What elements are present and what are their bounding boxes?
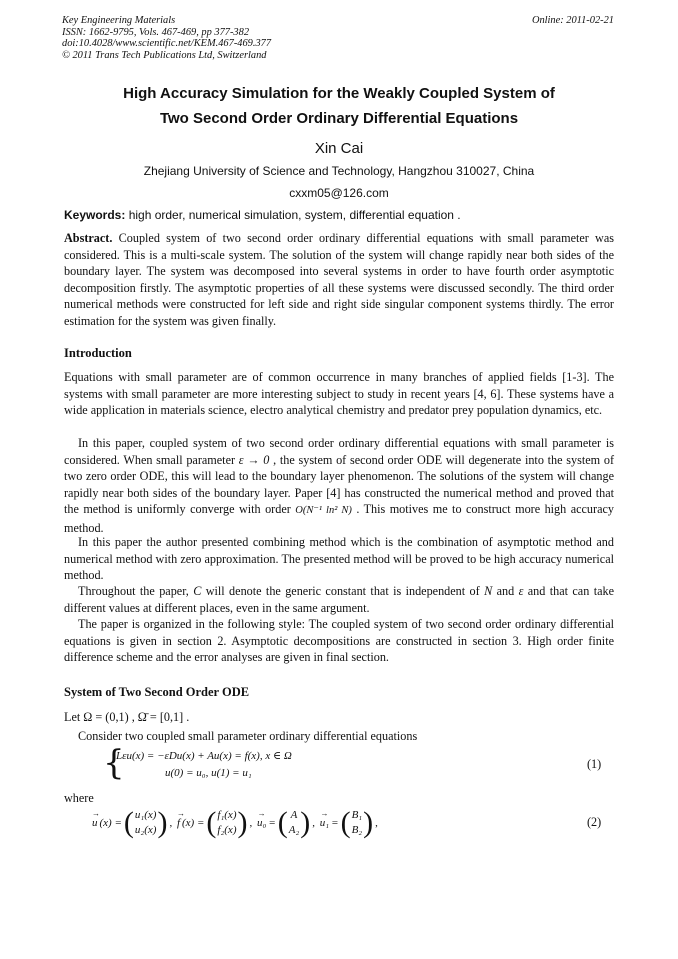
vector-u1-symbol: → u₁ [320, 817, 329, 829]
abstract-text: Coupled system of two second order ordinary differential equations with small parameter was considered. This is a multi-scale system. The solution of the system will change rapidly near both sides of the boundary layer. The system was decomposed into several systems in order to have fourth order asymptotic decomposition firstly. The asymptotic properties of all these systems were discussed secondly. The third order numerical methods were constructed for left side and right side singular component systems thirdly. The error estimation for the system was given finally. [64, 231, 614, 328]
abstract-label: Abstract. [64, 231, 113, 245]
intro-p2-text-a: In this paper, coupled system of two second order ordinary differential equations with small parameter is considered. When small parameter [64, 436, 614, 467]
u1-top: B₁ [351, 809, 363, 821]
journal-name: Key Engineering Materials [62, 15, 176, 26]
intro-paragraph-2 [64, 435, 614, 537]
u1-bottom: B₂ [351, 824, 363, 836]
vector-f-symbol: → f [177, 817, 180, 829]
paper-title [64, 81, 614, 131]
u0-bottom: A₂ [288, 824, 300, 836]
intro-paragraph-1: Equations with small parameter are of common occurrence in many branches of applied fields [1-3]. The systems with small parameter are more interesting subject to study in recent years [4, 6]. These systems have a wide application in materials science, electro analytical chemistry and predator prey population dynamics, etc. [64, 370, 614, 418]
intro-p4-text-b: will denote the generic constant that is independent of [201, 584, 485, 598]
abstract [64, 230, 614, 330]
epsilon-math: ε [518, 584, 524, 598]
consider-statement: Consider two coupled small parameter ordinary differential equations [78, 729, 418, 743]
f-bottom: f₂(x) [217, 824, 237, 836]
intro-p4-text-a: Throughout the paper, [78, 584, 194, 598]
issn-line: ISSN: 1662-9795, Vols. 467-469, pp 377-382 [62, 26, 250, 38]
journal-header [62, 15, 271, 61]
equation-1-line-1: Lεu(x) = −εDu(x) + Au(x) = f(x), x ∈ Ω [116, 750, 292, 762]
intro-p4-text-d: and that can take different values at different places, even in the same argument. [64, 584, 614, 615]
epsilon-limit-math: ε → 0 [238, 452, 270, 467]
u0-top: A [290, 809, 298, 821]
u-bottom: u₂(x) [134, 824, 157, 836]
equation-1-number: (1) [587, 757, 602, 771]
equation-1-line-2: u(0) = u₀, u(1) = u₁ [165, 767, 252, 779]
convergence-order-math: O(N⁻¹ ln² N) [295, 505, 352, 517]
matrix-u1: ( B₁ B₂ ) [340, 806, 374, 839]
equation-2-number: (2) [587, 815, 602, 829]
equation-2: → u (x) = ( u₁(x) u₂(x) ) , → f (x) = ( f₁(x) f₂(x) ) , → u₀ = ( A A₂ ) , → u₁ = ( B₁ B₂ ) , [92, 808, 378, 838]
n-math: N [484, 584, 493, 598]
keywords-text: high order, numerical simulation, system, differential equation . [125, 208, 461, 222]
let-statement: Let Ω = (0,1) , Ω̄ = [0,1] . [64, 710, 190, 724]
where-text: where [64, 791, 94, 805]
intro-paragraph-4 [64, 583, 614, 616]
f-top: f₁(x) [217, 809, 237, 821]
author-name: Xin Cai [314, 140, 364, 157]
vector-u-symbol: → u [92, 817, 98, 829]
matrix-u: ( u₁(x) u₂(x) ) [123, 806, 168, 839]
intro-paragraph-3: In this paper the author presented combining method which is the combination of asymptotic method and numerical method with zero approximation. The presented method will be proved to be high accuracy numerical method. [64, 535, 614, 583]
copyright-line: © 2011 Trans Tech Publications Ltd, Switzerland [62, 49, 267, 61]
intro-p2-text-c: . This motives me to construct more high accuracy method. [64, 502, 614, 535]
section-heading-system: System of Two Second Order ODE [64, 685, 250, 699]
equation-brace: { [103, 743, 125, 783]
title-line-2: Two Second Order Ordinary Differential Equations [159, 110, 519, 127]
affiliation: Zhejiang University of Science and Technology, Hangzhou 310027, China [143, 164, 535, 178]
u-top: u₁(x) [134, 809, 157, 821]
constant-c-math: C [193, 584, 202, 598]
matrix-u0: ( A A₂ ) [277, 806, 311, 839]
author-email: cxxm05@126.com [289, 186, 389, 200]
section-heading-introduction: Introduction [64, 346, 132, 360]
intro-p4-text-c: and [492, 584, 519, 598]
title-line-1: High Accuracy Simulation for the Weakly Coupled System of [123, 85, 555, 102]
online-date: Online: 2011-02-21 [531, 15, 614, 26]
matrix-f: ( f₁(x) f₂(x) ) [206, 806, 248, 839]
intro-p2-text-b: , the system of second order ODE will degenerate into the system of two zero order ODE, this will lead to the boundary layer phenomenon. The solutions of the system will change rapidly near both sides of the boundary layer. Paper [4] has constructed the numerical method and proved that the method is uniformly converge with order [64, 452, 615, 517]
doi-line: doi:10.4028/www.scientific.net/KEM.467-469.377 [62, 38, 272, 50]
keywords-label: Keywords: [64, 208, 126, 222]
vector-u0-symbol: → u₀ [257, 817, 266, 829]
intro-paragraph-5: The paper is organized in the following style: The coupled system of two second order ordinary differential equations is given in section 2. Asymptotic decompositions are constructed in section 3. High order finite difference scheme and the error analyses are given in final section. [64, 617, 614, 665]
keywords [64, 208, 614, 222]
